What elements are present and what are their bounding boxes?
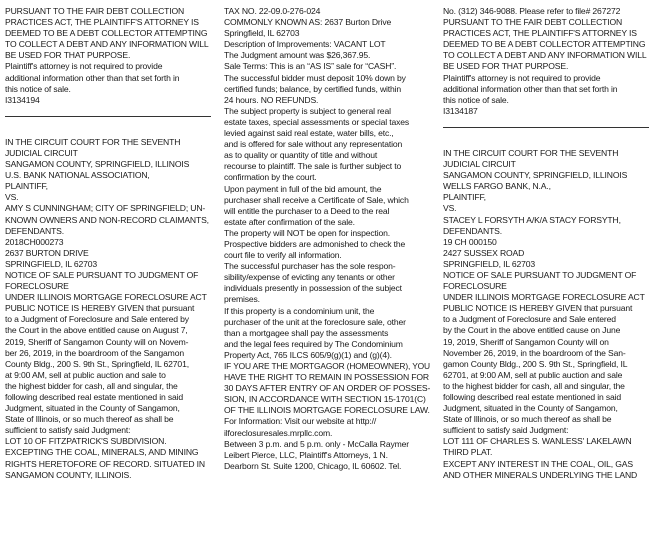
- text-line: PLAINTIFF,: [443, 192, 486, 203]
- text-line: Upon payment in full of the bid amount, the: [224, 183, 382, 194]
- text-line: FORECLOSURE: [5, 281, 69, 292]
- text-line: than a mortgagee shall pay the assessments: [224, 327, 389, 338]
- case-number: 19 CH 000150: [443, 236, 497, 247]
- text-line: 19, 2019, Sheriff of Sangamon County will on: [443, 336, 609, 347]
- text-line: SANGAMON COUNTY, ILLINOIS.: [5, 469, 132, 480]
- text-line: Leibert Pierce, LLC, Plaintiff's Attorneys, 1 N.: [224, 449, 388, 460]
- text-line: will entitle the purchaser to a Deed to the real: [224, 205, 390, 216]
- text-line: PURSUANT TO THE FAIR DEBT COLLECTION: [5, 6, 185, 16]
- text-line: BE USED FOR THAT PURPOSE.: [443, 61, 569, 72]
- text-line: recourse to plaintiff. The sale is further subject to: [224, 161, 402, 172]
- column-2: [224, 6, 430, 472]
- text-line: For Information: Visit our website at http://: [224, 416, 377, 427]
- column-3: [443, 6, 649, 481]
- text-line: KNOWN OWNERS AND NON-RECORD CLAIMANTS,: [5, 214, 209, 225]
- text-line: THIRD PLAT.: [443, 447, 493, 458]
- text-line: The property will NOT be open for inspection.: [224, 227, 391, 238]
- text-line: HAVE THE RIGHT TO REMAIN IN POSSESSION FOR: [224, 372, 429, 383]
- text-line: court file to verify all information.: [224, 250, 342, 261]
- text-line: to a Judgment of Foreclosure and Sale entered by: [5, 314, 189, 325]
- text-line: DEFENDANTS.: [5, 225, 64, 236]
- text-line: SPRINGFIELD, IL 62703: [5, 258, 98, 269]
- text-line: 2427 SUSSEX ROAD: [443, 247, 525, 258]
- text-line: as to quality or quantity of title and without: [224, 150, 378, 161]
- text-line: sufficient to satisfy said Judgment:: [5, 425, 131, 436]
- text-line: EXCEPT ANY INTEREST IN THE COAL, OIL, GAS: [443, 458, 633, 469]
- text-line: FORECLOSURE: [443, 281, 507, 292]
- text-line: Judgment, situated in the County of Sangamon,: [5, 403, 180, 414]
- text-line: 30 DAYS AFTER ENTRY OF AN ORDER OF POSSES-: [224, 383, 431, 394]
- notice-cunningham: [5, 137, 211, 481]
- text-line: County Bldg., 200 S. 9th St., Springfield, IL 62701,: [5, 358, 189, 369]
- text-line: WELLS FARGO BANK, N.A.,: [443, 181, 551, 192]
- notice-tail-2: [443, 6, 649, 117]
- text-line: DEEMED TO BE A DEBT COLLECTOR ATTEMPTING: [5, 28, 208, 39]
- text-line: TO COLLECT A DEBT AND ANY INFORMATION WILL: [443, 50, 647, 61]
- text-line: purchaser shall receive a Certificate of Sale, which: [224, 194, 409, 205]
- notice-forsyth: [443, 148, 649, 481]
- text-line: STACEY L FORSYTH A/K/A STACY FORSYTH,: [443, 214, 621, 225]
- text-line: NOTICE OF SALE PURSUANT TO JUDGMENT OF: [5, 269, 199, 280]
- text-line: to a Judgment of Foreclosure and Sale entered: [443, 314, 616, 325]
- text-line: LOT 111 OF CHARLES S. WANLESS' LAKELAWN: [443, 436, 632, 447]
- text-line: SANGAMON COUNTY, SPRINGFIELD, ILLINOIS: [443, 170, 628, 181]
- text-line: JUDICIAL CIRCUIT: [5, 147, 78, 158]
- notice-divider: [443, 127, 649, 128]
- text-line: levied against said real estate, water bills, etc.,: [224, 128, 394, 139]
- text-line: VS.: [443, 203, 457, 214]
- text-line: The successful bidder must deposit 10% down by: [224, 72, 406, 83]
- text-line: SPRINGFIELD, IL 62703: [443, 258, 536, 269]
- text-line: EXCEPTING THE COAL, MINERALS, AND MINING: [5, 447, 199, 458]
- text-line: November 26, 2019, in the boardroom of the San-: [443, 347, 626, 358]
- text-line: ilforeclosuresales.mrpllc.com.: [224, 427, 333, 438]
- text-line: COMMONLY KNOWN AS: 2637 Burton Drive: [224, 17, 392, 28]
- text-line: The successful purchaser has the sole respon-: [224, 261, 396, 272]
- text-line: sufficient to satisfy said Judgment:: [443, 425, 569, 436]
- text-line: BE USED FOR THAT PURPOSE.: [5, 50, 131, 61]
- text-line: sibility/expense of evicting any tenants or other: [224, 272, 395, 283]
- text-line: and is offered for sale without any representation: [224, 139, 403, 150]
- text-line: gamon County Bldg., 200 S. 9th St., Springfield, IL: [443, 358, 628, 369]
- text-line: DEEMED TO BE A DEBT COLLECTOR ATTEMPTING: [443, 39, 646, 50]
- text-line: Between 3 p.m. and 5 p.m. only - McCalla Raymer: [224, 438, 409, 449]
- text-line: DEFENDANTS.: [443, 225, 502, 236]
- text-line: estate after confirmation of the sale.: [224, 216, 355, 227]
- text-line: NOTICE OF SALE PURSUANT TO JUDGMENT OF: [443, 269, 637, 280]
- text-line: individuals presently in possession of the subject: [224, 283, 402, 294]
- text-line: 62701, at 9:00 AM, sell at public auction and sale: [443, 369, 623, 380]
- text-line: OF THE ILLINOIS MORTGAGE FORECLOSURE LAW.: [224, 405, 430, 416]
- text-line: UNDER ILLINOIS MORTGAGE FORECLOSURE ACT: [5, 292, 207, 303]
- text-line: Springfield, IL 62703: [224, 28, 300, 39]
- text-line: State of Illinois, or so much thereof as shall be: [5, 414, 174, 425]
- text-line: SION, IN ACCORDANCE WITH SECTION 15-1701(C): [224, 394, 426, 405]
- text-line: ber 26, 2019, in the boardroom of the Sangamon: [5, 347, 184, 358]
- text-line: estate taxes, special assessments or special taxes: [224, 116, 409, 127]
- text-line: following described real estate mentioned in said: [443, 392, 622, 402]
- text-line: Property Act, 765 ILCS 605/9(g)(1) and (g)(4).: [224, 349, 392, 360]
- notice-id: I3134187: [443, 105, 478, 116]
- text-line: Prospective bidders are admonished to check the: [224, 238, 406, 249]
- text-line: certified funds; balance, by certified funds, within: [224, 83, 402, 94]
- text-line: at 9:00 AM, sell at public auction and sale to: [5, 369, 166, 380]
- text-line: confirmation by the court.: [224, 172, 317, 183]
- text-line: RIGHTS HERETOFORE OF RECORD. SITUATED IN: [5, 458, 205, 469]
- text-line: JUDICIAL CIRCUIT: [443, 159, 516, 170]
- notice-divider: [5, 116, 211, 117]
- text-line: the Court in the above entitled cause on August 7,: [5, 325, 188, 336]
- text-line: PRACTICES ACT, THE PLAINTIFF'S ATTORNEY IS: [5, 17, 199, 28]
- text-line: No. (312) 346-9088. Please refer to file# 267272: [443, 6, 621, 16]
- case-number: 2018CH000273: [5, 236, 64, 247]
- text-line: LOT 10 OF FITZPATRICK'S SUBDIVISION.: [5, 436, 167, 447]
- text-line: and the legal fees required by The Condominium: [224, 338, 403, 349]
- text-line: Plaintiff's attorney is not required to provide: [443, 72, 601, 83]
- text-line: 2019, Sheriff of Sangamon County will on Novem-: [5, 336, 189, 347]
- text-line: purchaser of the unit at the foreclosure sale, other: [224, 316, 406, 327]
- text-line: additional information other than that set forth in: [443, 83, 618, 94]
- text-line: Description of Improvements: VACANT LOT: [224, 39, 386, 50]
- text-line: TO COLLECT A DEBT AND ANY INFORMATION WILL: [5, 39, 209, 50]
- text-line: U.S. BANK NATIONAL ASSOCIATION,: [5, 170, 150, 181]
- text-line: Dearborn St. Suite 1200, Chicago, IL 60602. Tel.: [224, 460, 402, 471]
- notice-id: I3134194: [5, 94, 40, 105]
- text-line: to the highest bidder for cash, all and singular, the: [443, 380, 625, 391]
- text-line: IN THE CIRCUIT COURT FOR THE SEVENTH: [5, 136, 181, 147]
- text-line: premises.: [224, 294, 260, 305]
- text-line: VS.: [5, 192, 19, 203]
- text-line: PUBLIC NOTICE IS HEREBY GIVEN that pursuant: [5, 303, 195, 314]
- text-line: UNDER ILLINOIS MORTGAGE FORECLOSURE ACT: [443, 292, 645, 303]
- text-line: the highest bidder for cash, all and singular, the: [5, 380, 178, 391]
- text-line: 24 hours. NO REFUNDS.: [224, 94, 319, 105]
- notice-tail-1: [5, 6, 211, 106]
- text-line: AMY S CUNNINGHAM; CITY OF SPRINGFIELD; UN-: [5, 203, 206, 214]
- text-line: Sale Terms: This is an “AS IS” sale for “CASH”.: [224, 61, 397, 72]
- text-line: Plaintiff's attorney is not required to provide: [5, 61, 163, 72]
- text-line: PURSUANT TO THE FAIR DEBT COLLECTION: [443, 17, 623, 28]
- text-line: this notice of sale.: [443, 94, 509, 105]
- text-line: AND OTHER MINERALS UNDERLYING THE LAND: [443, 469, 638, 480]
- text-line: State of Illinois, or so much thereof as shall be: [443, 414, 612, 425]
- text-line: IN THE CIRCUIT COURT FOR THE SEVENTH: [443, 147, 619, 158]
- text-line: by the Court in the above entitled cause on June: [443, 325, 621, 336]
- text-line: additional information other than that set forth in: [5, 72, 180, 83]
- text-line: IF YOU ARE THE MORTGAGOR (HOMEOWNER), YOU: [224, 361, 430, 371]
- text-line: PUBLIC NOTICE IS HEREBY GIVEN that pursuant: [443, 303, 633, 314]
- text-line: The subject property is subject to general real: [224, 105, 391, 116]
- column-1: [5, 6, 211, 481]
- text-line: The Judgment amount was $26,367.95.: [224, 50, 371, 61]
- text-line: 2637 BURTON DRIVE: [5, 247, 89, 258]
- text-line: this notice of sale.: [5, 83, 71, 94]
- text-line: following described real estate mentioned in said: [5, 392, 184, 402]
- text-line: Judgment, situated in the County of Sangamon,: [443, 403, 618, 414]
- text-line: If this property is a condominium unit, the: [224, 305, 375, 316]
- text-line: SANGAMON COUNTY, SPRINGFIELD, ILLINOIS: [5, 159, 190, 170]
- text-line: PLAINTIFF,: [5, 181, 48, 192]
- text-line: TAX NO. 22-09.0-276-024: [224, 6, 321, 16]
- text-line: PRACTICES ACT, THE PLAINTIFF'S ATTORNEY IS: [443, 28, 637, 39]
